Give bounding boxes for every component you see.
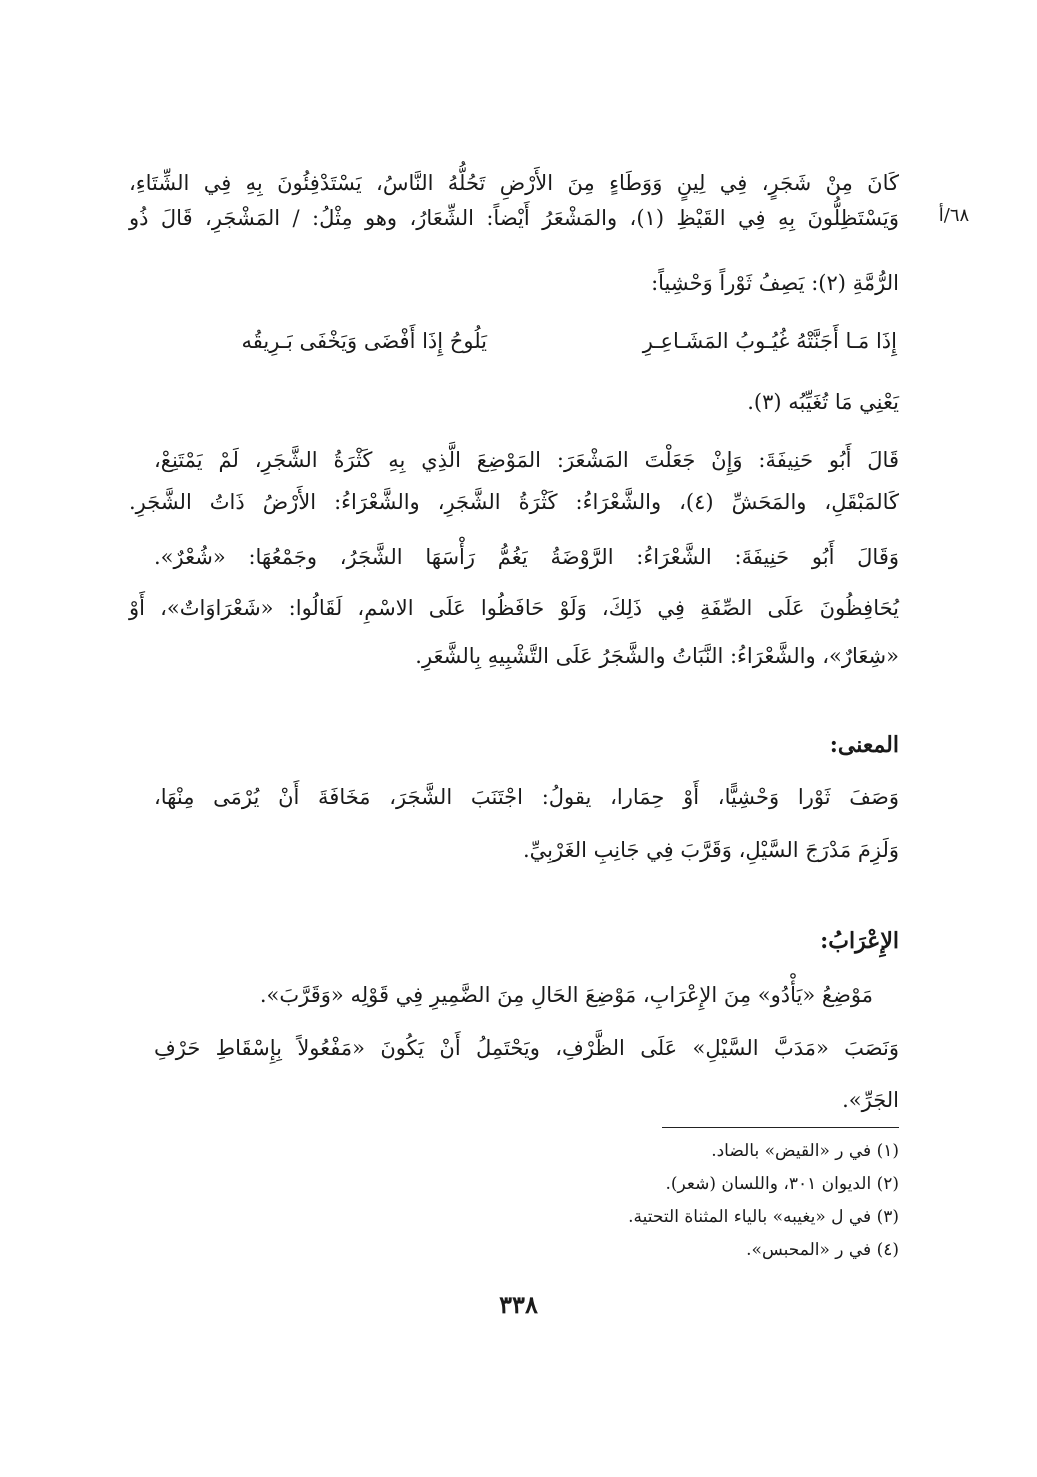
text-line: مَوْضِعُ «يَأْدُو» مِنَ الإِعْرَابِ، مَوْضِعَ الحَالِ مِنَ الضَّمِيرِ فِي قَوْلِه «وَقَرَّبَ». xyxy=(259,983,873,1007)
text-line: «شِعَارٌ»، والشَّعْرَاءُ: النَّبَاتُ والشَّجَرُ عَلَى التَّشْبِيهِ بِالشَّعَرِ. xyxy=(415,644,899,668)
text-line: وَصَفَ ثَوْرا وَحْشِيًّا، أَوْ حِمَارا، يقولُ: اجْتَنَبَ الشَّجَرَ، مَخَافَةَ أَنْ يُرْمَى مِنْهَا، xyxy=(154,785,899,809)
section-heading-meaning: المعنى: xyxy=(829,732,899,758)
footnote: (٤) في ر «المحبس». xyxy=(746,1240,899,1260)
footnote-separator xyxy=(662,1127,899,1128)
text-line: يُحَافِظُونَ عَلَى الصِّفَةِ فِي ذَلِكَ، وَلَوْ حَافَظُوا عَلَى الاسْمِ، لَقَالُوا: «شَعْرَاوَاتٌ»، أَوْ xyxy=(129,596,899,620)
text-line: كَالمَبْقَلِ، والمَحَشِّ (٤)، والشَّعْرَاءُ: كَثْرَةُ الشَّجَرِ، والشَّعْرَاءُ: الأَرْضُ ذَاتُ الشَّجَرِ. xyxy=(129,490,900,514)
text-line: الرُّمَّةِ (٢): يَصِفُ ثَوْراً وَحْشِياً: xyxy=(651,271,899,295)
page-number: ٣٣٨ xyxy=(499,1290,538,1319)
verse-hemistich-second: يَلُوحُ إِذَا أَفْضَى وَيَخْفَى بَـرِيقُه xyxy=(241,329,487,353)
footnote: (٢) الديوان ٣٠١، واللسان (شعر). xyxy=(665,1174,899,1194)
footnote: (٣) في ل «يغيبه» بالياء المثناة التحتية. xyxy=(628,1207,899,1227)
text-line: وَقَالَ أَبُو حَنِيفَةَ: الشَّعْرَاءُ: الرَّوْضَةُ يَغُمُّ رَأْسَهَا الشَّجَرُ، وجَمْعُهَا: «شُعْرٌ». xyxy=(154,545,899,569)
text-line: يَعْنِي مَا تُغَيِّبُه (٣). xyxy=(747,390,899,414)
text-line: وَنَصَبَ «مَدَبَّ السَّيْلِ» عَلَى الظَّرْفِ، ويَحْتَمِلُ أَنْ يَكُونَ «مَفْعُولاً بِإِسْقَاطِ حَرْفِ xyxy=(154,1036,899,1060)
text-line: وَيَسْتَظِلُّونَ بِهِ فِي القَيْظِ (١)، والمَشْعَرُ أَيْضاً: الشِّعَارُ، وهو مِثْلُ: / المَشْجَرِ، قَالَ ذُو xyxy=(129,206,900,230)
text-line: وَلَزِمَ مَدْرَجَ السَّيْلِ، وَقَرَّبَ فِي جَانِبِ الغَرْبِيِّ. xyxy=(522,838,899,862)
text-line: كَانَ مِنْ شَجَرٍ، فِي لِينٍ وَوَطَاءٍ مِنَ الأَرْضِ تَحُلُّهُ النَّاسُ، يَسْتَدْفِئُونَ بِهِ فِي الشِّتَاءِ، xyxy=(129,171,899,195)
verse-hemistich-first: إِذَا مَـا أَجَنَّتْهُ غُيُـوبُ المَشَـاعِـرِ xyxy=(642,329,897,353)
footnote: (١) في ر «القيض» بالضاد. xyxy=(711,1141,899,1161)
text-line: الجَرِّ». xyxy=(842,1088,899,1112)
text-line: قَالَ أَبُو حَنِيفَةَ: وَإِنْ جَعَلْتَ المَشْعَرَ: المَوْضِعَ الَّذِي بِهِ كَثْرَةُ الشَّجَرِ، لَمْ يَمْتَنِعْ، xyxy=(154,448,899,472)
section-heading-grammar: الإِعْرَابُ: xyxy=(820,928,899,954)
manuscript-folio-marker: ٦٨/أ xyxy=(938,205,970,226)
